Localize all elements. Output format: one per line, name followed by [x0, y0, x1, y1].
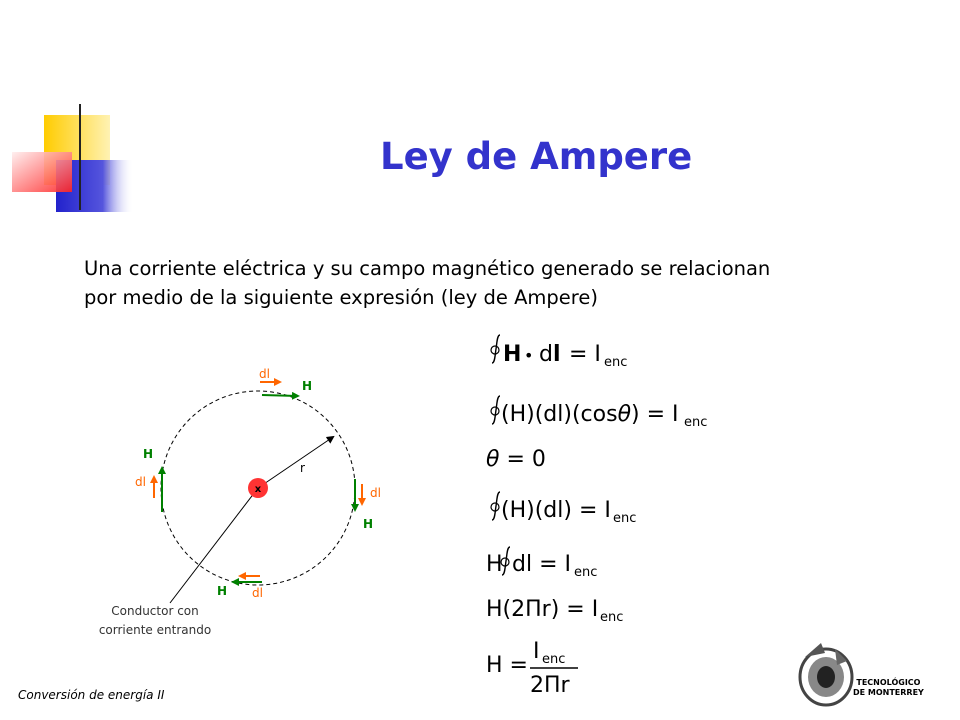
svg-text:H =: H =	[486, 653, 528, 678]
svg-text:H: H	[486, 552, 503, 577]
logo-line-2: DE MONTERREY	[853, 688, 924, 697]
equation-line-3	[486, 447, 546, 472]
svg-text:I: I	[533, 639, 540, 664]
svg-text:enc: enc	[684, 415, 708, 430]
element-label-right: dl	[370, 486, 381, 500]
svg-text:•: •	[524, 346, 534, 365]
svg-text:enc: enc	[542, 652, 566, 667]
element-label-bottom: dl	[252, 586, 263, 600]
equation-line-1	[491, 335, 627, 370]
svg-text:enc: enc	[574, 565, 598, 580]
field-label-top: H	[302, 379, 313, 393]
svg-text:θ = 0: θ = 0	[486, 447, 546, 472]
svg-text:enc: enc	[604, 355, 628, 370]
svg-text:H: H	[503, 342, 522, 367]
svg-text:enc: enc	[613, 511, 637, 526]
field-label-right: H	[363, 517, 374, 531]
svg-text:(H)(dl) = I: (H)(dl) = I	[501, 498, 611, 523]
intro-line-1: Una corriente eléctrica y su campo magnético generado se relacionan	[84, 257, 771, 280]
svg-text:2Πr: 2Πr	[530, 673, 570, 698]
footer-course-name: Conversión de energía II	[18, 688, 165, 702]
svg-text:H(2Πr) = I: H(2Πr) = I	[486, 597, 599, 622]
element-label-left: dl	[135, 475, 146, 489]
intro-line-2: por medio de la siguiente expresión (ley de Ampere)	[84, 286, 598, 309]
conductor-x-label: x	[254, 484, 262, 495]
field-label-bottom: H	[217, 584, 228, 598]
svg-text:enc: enc	[600, 610, 624, 625]
equation-line-4	[491, 492, 636, 526]
equation-line-2	[491, 396, 707, 430]
slide-title: Ley de Ampere	[380, 135, 693, 178]
logo-line-1: TECNOLÓGICO	[856, 678, 921, 687]
svg-text:dl = I: dl = I	[512, 552, 571, 577]
conductor-caption-line-1: Conductor con	[111, 604, 199, 618]
tec-logo-text	[853, 678, 924, 698]
equation-line-6	[486, 597, 623, 625]
equation-line-7	[486, 639, 578, 698]
conductor-caption-line-2: corriente entrando	[98, 623, 212, 637]
equation-line-5	[486, 547, 597, 580]
svg-text:(H)(dl)(cosθ) = I: (H)(dl)(cosθ) = I	[501, 402, 679, 427]
tec-logo-seal	[795, 635, 857, 710]
field-label-left: H	[143, 447, 154, 461]
svg-text:dl: dl	[539, 342, 561, 367]
radius-label: r	[300, 461, 305, 475]
svg-text:= I: = I	[569, 342, 601, 367]
element-label-top: dl	[259, 367, 270, 381]
